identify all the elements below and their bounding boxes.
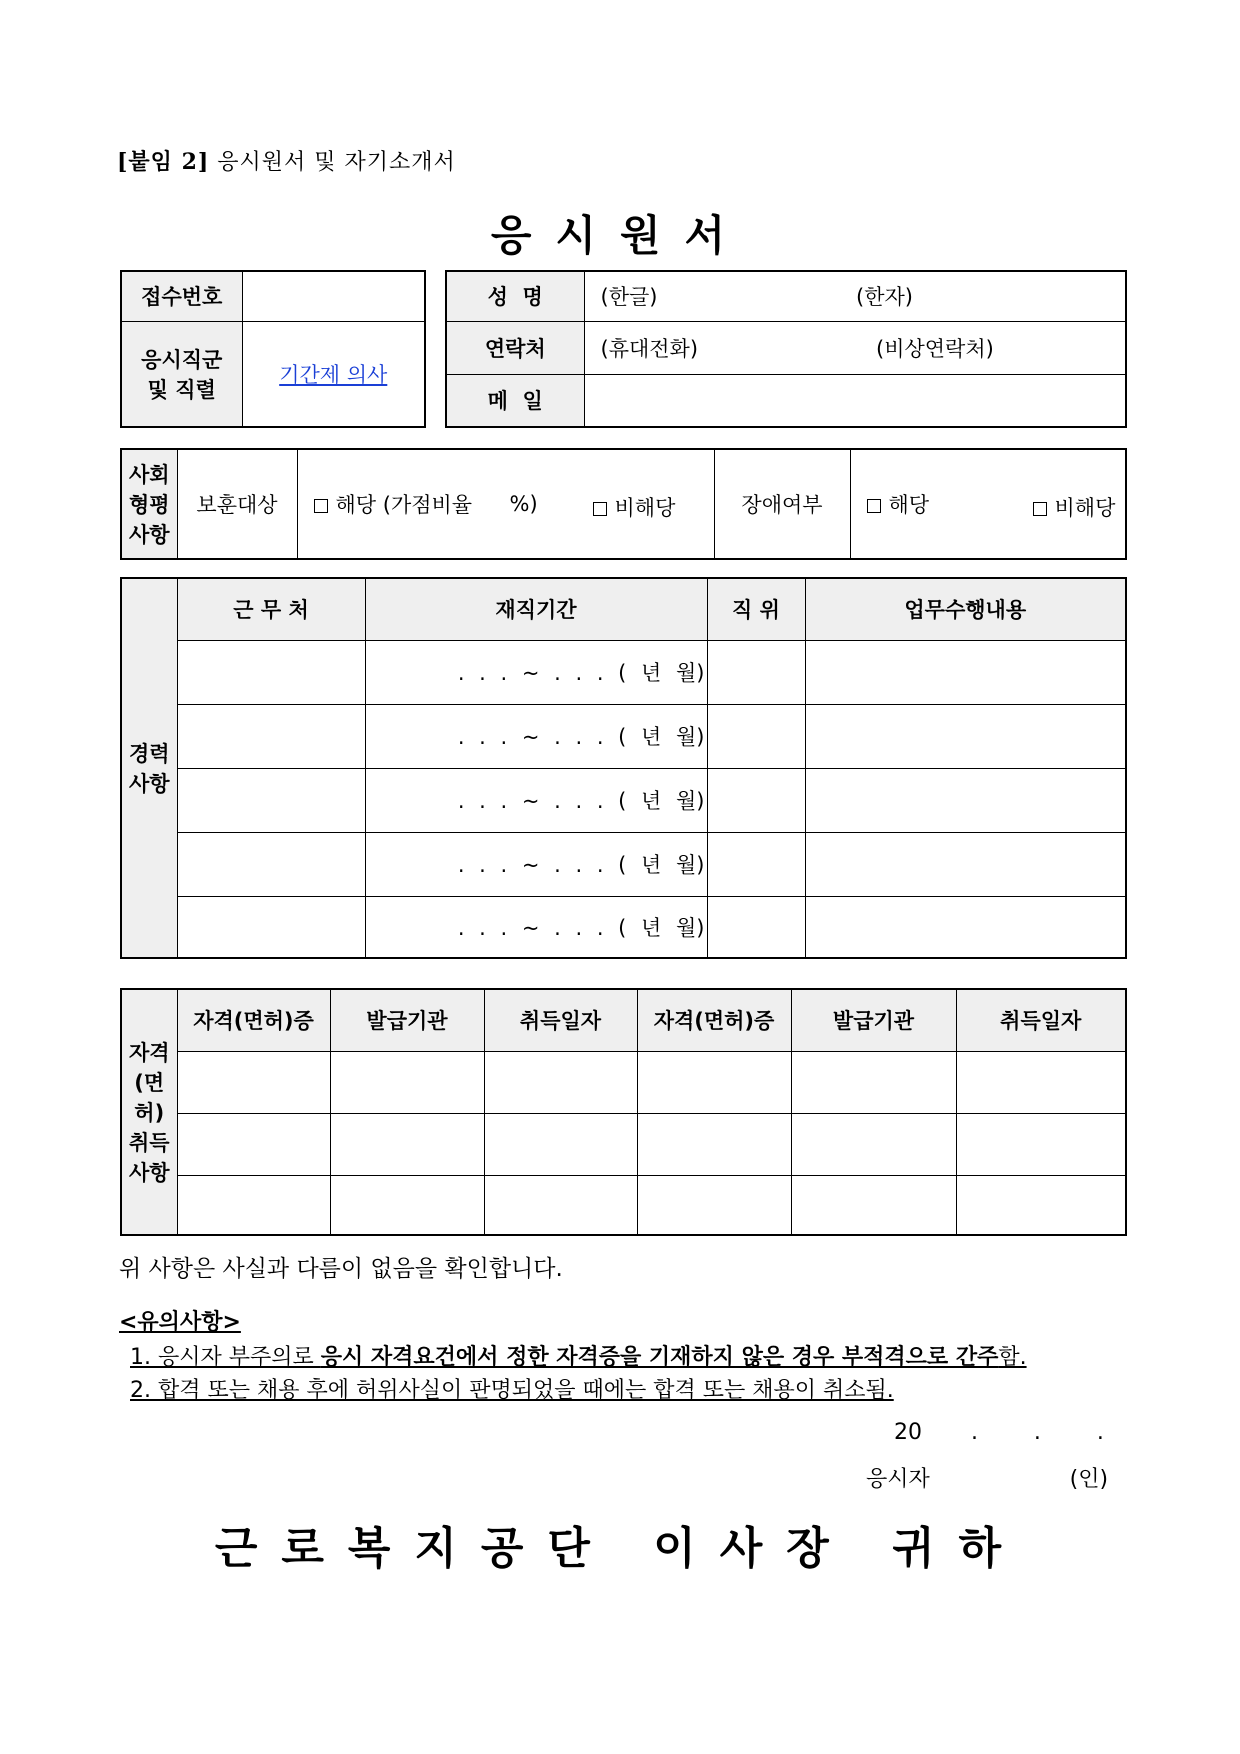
checkbox-icon[interactable] <box>867 499 881 513</box>
license-label-line: (면허) <box>134 1071 165 1125</box>
license-row <box>121 1051 1126 1113</box>
veteran-label: 보훈대상 <box>177 449 297 559</box>
social-label-line: 형평 <box>128 493 170 517</box>
license-header-name: 자격(면허)증 <box>637 989 791 1051</box>
career-position-cell[interactable] <box>707 704 805 768</box>
veteran-not-applicable-label: 비해당 <box>614 496 676 520</box>
career-position-cell[interactable] <box>707 896 805 958</box>
career-workplace-cell[interactable] <box>177 896 365 958</box>
name-field[interactable] <box>584 271 1126 321</box>
notice-item-1-text: 1. 응시자 부주의로 <box>130 1345 321 1370</box>
position-value[interactable] <box>242 321 425 427</box>
career-label-line: 경력 <box>128 742 170 766</box>
email-field[interactable] <box>584 374 1126 427</box>
disability-label: 장애여부 <box>714 449 850 559</box>
checkbox-icon[interactable] <box>1033 502 1047 516</box>
position-label-line2: 및 직렬 <box>147 377 216 402</box>
license-cell[interactable] <box>791 1113 956 1175</box>
license-header-date: 취득일자 <box>484 989 637 1051</box>
notice-item-2: 2. 합격 또는 채용 후에 허위사실이 판명되었을 때에는 합격 또는 채용이 취소됨. <box>130 1378 894 1403</box>
license-cell[interactable] <box>484 1113 637 1175</box>
disability-yes-option[interactable] <box>867 493 930 517</box>
career-position-cell[interactable] <box>707 832 805 896</box>
license-cell[interactable] <box>177 1051 330 1113</box>
career-workplace-cell[interactable] <box>177 640 365 704</box>
addressee: 근로복지공단 이사장 귀하 <box>214 1523 1026 1574</box>
license-label <box>121 989 177 1235</box>
disability-no-option[interactable] <box>1033 492 1116 522</box>
career-header-position: 직 위 <box>707 578 805 640</box>
contact-field[interactable] <box>584 321 1126 374</box>
license-cell[interactable] <box>637 1051 791 1113</box>
career-label-line: 사항 <box>128 772 170 796</box>
receipt-table <box>120 270 426 428</box>
license-cell[interactable] <box>956 1051 1126 1113</box>
social-table <box>120 448 1127 560</box>
name-hanja: (한자) <box>856 285 913 310</box>
license-table <box>120 988 1127 1236</box>
license-cell[interactable] <box>330 1113 484 1175</box>
date-line[interactable]: 20 . . . <box>894 1420 1104 1445</box>
social-label <box>121 449 177 559</box>
license-cell[interactable] <box>484 1175 637 1235</box>
notice-heading: <유의사항> <box>119 1310 241 1335</box>
career-header-period: 재직기간 <box>365 578 707 640</box>
license-label-line: 자격 <box>128 1041 170 1065</box>
license-cell[interactable] <box>791 1175 956 1235</box>
veteran-applicable-label: 해당 (가점비율 <box>335 493 473 517</box>
signature-line[interactable]: 응시자 (인) <box>866 1467 1109 1492</box>
contact-label: 연락처 <box>446 321 584 374</box>
license-row <box>121 1113 1126 1175</box>
career-duties-cell[interactable] <box>805 768 1126 832</box>
attachment-title: 응시원서 및 자기소개서 <box>217 150 456 175</box>
career-row <box>121 704 1126 768</box>
social-label-line: 사회 <box>128 463 170 487</box>
disability-options <box>850 449 1126 559</box>
career-position-cell[interactable] <box>707 768 805 832</box>
license-cell[interactable] <box>791 1051 956 1113</box>
confirm-statement: 위 사항은 사실과 다름이 없음을 확인합니다. <box>119 1256 563 1282</box>
license-cell[interactable] <box>956 1113 1126 1175</box>
position-value-link[interactable]: 기간제 의사 <box>279 362 388 387</box>
mobile-label: (휴대전화) <box>600 336 699 361</box>
license-row <box>121 1175 1126 1235</box>
career-row <box>121 896 1126 958</box>
career-duties-cell[interactable] <box>805 640 1126 704</box>
license-cell[interactable] <box>330 1175 484 1235</box>
checkbox-icon[interactable] <box>314 499 328 513</box>
career-row <box>121 768 1126 832</box>
personal-table <box>445 270 1127 428</box>
career-row <box>121 832 1126 896</box>
name-label: 성 명 <box>446 271 584 321</box>
disability-yes-label: 해당 <box>888 493 930 517</box>
checkbox-icon[interactable] <box>593 502 607 516</box>
career-workplace-cell[interactable] <box>177 832 365 896</box>
notice-item-1-end: 함. <box>998 1345 1027 1370</box>
career-table <box>120 577 1127 959</box>
license-cell[interactable] <box>330 1051 484 1113</box>
career-workplace-cell[interactable] <box>177 768 365 832</box>
career-period-cell[interactable]: . . . ~ . . . ( 년 월) <box>365 896 707 958</box>
career-workplace-cell[interactable] <box>177 704 365 768</box>
license-cell[interactable] <box>177 1175 330 1235</box>
license-label-line: 취득 <box>128 1131 170 1155</box>
emergency-label: (비상연락처) <box>876 336 994 361</box>
license-cell[interactable] <box>637 1175 791 1235</box>
career-header-workplace: 근 무 처 <box>177 578 365 640</box>
career-row <box>121 640 1126 704</box>
career-period-cell[interactable]: . . . ~ . . . ( 년 월) <box>365 832 707 896</box>
career-duties-cell[interactable] <box>805 896 1126 958</box>
license-header-date: 취득일자 <box>956 989 1126 1051</box>
veteran-applicable-option[interactable] <box>314 493 473 517</box>
license-header-issuer: 발급기관 <box>791 989 956 1051</box>
career-period-cell[interactable]: . . . ~ . . . ( 년 월) <box>365 704 707 768</box>
receipt-number-field[interactable] <box>242 271 425 321</box>
career-header-duties: 업무수행내용 <box>805 578 1126 640</box>
career-position-cell[interactable] <box>707 640 805 704</box>
career-duties-cell[interactable] <box>805 704 1126 768</box>
percent-label: %) <box>509 492 538 516</box>
position-label <box>121 321 242 427</box>
notice-item-1-bold: 응시 자격요건에서 정한 자격증을 기재하지 않은 경우 부적격으로 간주 <box>320 1345 999 1370</box>
license-label-line: 사항 <box>128 1161 170 1185</box>
license-cell[interactable] <box>484 1051 637 1113</box>
career-duties-cell[interactable] <box>805 832 1126 896</box>
license-cell[interactable] <box>177 1113 330 1175</box>
career-period-cell[interactable]: . . . ~ . . . ( 년 월) <box>365 640 707 704</box>
attachment-label: [붙임 2] <box>117 149 210 175</box>
notice-item-1 <box>130 1340 1027 1371</box>
veteran-not-applicable-option[interactable] <box>593 492 676 522</box>
social-label-line: 사항 <box>128 523 170 547</box>
license-cell[interactable] <box>637 1113 791 1175</box>
veteran-options <box>297 449 714 559</box>
attachment-heading <box>117 145 456 176</box>
disability-no-label: 비해당 <box>1054 496 1116 520</box>
career-period-cell[interactable]: . . . ~ . . . ( 년 월) <box>365 768 707 832</box>
name-hangul: (한글) <box>600 285 658 310</box>
license-cell[interactable] <box>956 1175 1126 1235</box>
receipt-number-label: 접수번호 <box>121 271 242 321</box>
license-header-name: 자격(면허)증 <box>177 989 330 1051</box>
position-label-line1: 응시직군 <box>141 347 223 372</box>
license-header-issuer: 발급기관 <box>330 989 484 1051</box>
email-label: 메 일 <box>446 374 584 427</box>
page-title: 응시원서 <box>490 211 750 260</box>
career-label <box>121 578 177 958</box>
